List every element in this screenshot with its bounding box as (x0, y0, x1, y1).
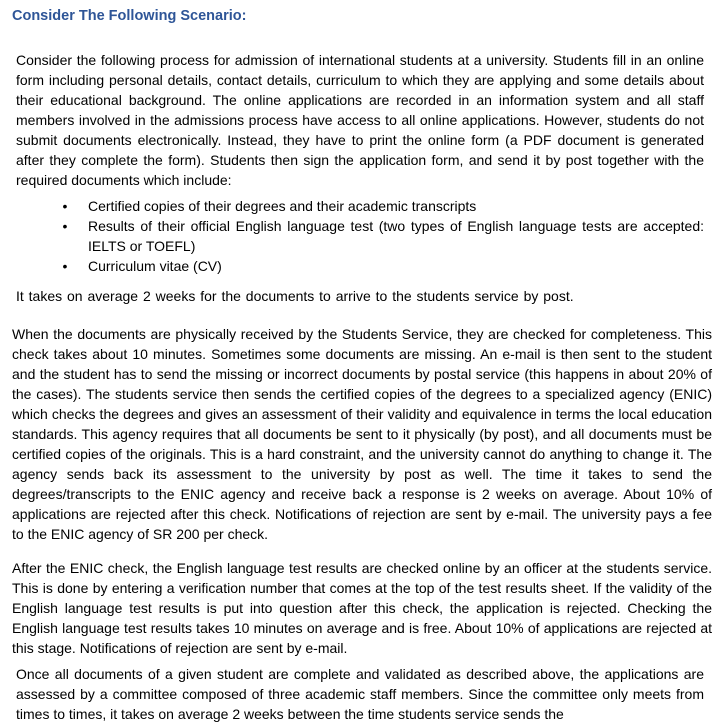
postal-delay-paragraph: It takes on average 2 weeks for the documents to arrive to the students service by post. (16, 288, 574, 304)
intro-paragraph: Consider the following process for admission of international students at a university. Students fill in an online form including personal details, contact details, curriculum to which they are applying and some details about their educational background. The online applications are recorded in an information system and all staff members involved in the admissions process have access to all online applications. However, students do not submit documents electronically. Instead, they have to print the online form (a PDF document is generated after they complete the form). Students then sign the application form, and send it by post together with the required documents which include: (16, 52, 704, 188)
english-test-paragraph: After the ENIC check, the English language test results are checked online by an officer at the students service. This is done by entering a verification number that comes at the top of the test results sheet. If the validity of the English language test results is put into question after this check, the application is rejected. Checking the English language test results takes 10 minutes on average and is free. About 10% of applications are rejected at this stage. Notifications of rejection are sent by e-mail. (12, 560, 712, 656)
bullet-icon: • (62, 198, 68, 214)
list-item (60, 256, 704, 276)
scenario-heading: Consider The Following Scenario: (12, 8, 247, 24)
enic-check-paragraph: When the documents are physically received by the Students Service, they are checked for completeness. This check takes about 10 minutes. Sometimes some documents are missing. An e-mail is then sent to the student and the student has to send the missing or incorrect documents by postal service (this happens in about 20% of the cases). The students service then sends the certified copies of the degrees to a specialized agency (ENIC) which checks the degrees and gives an assessment of their validity and equivalence in terms the local education standards. This agency requires that all documents be sent to it physically (by post), and all documents must be certified copies of the originals. This is a hard constraint, and the university cannot do anything to change it. The agency sends back its assessment to the university by post as well. The time it takes to send the degrees/transcripts to the ENIC agency and receive back a response is 2 weeks on average. About 10% of applications are rejected after this check. Notifications of rejection are sent by e-mail. The university pays a fee to the ENIC agency of SR 200 per check. (12, 326, 712, 542)
list-item (60, 216, 704, 256)
list-item (60, 196, 704, 216)
list-item-text: Curriculum vitae (CV) (88, 258, 222, 274)
list-item-text: Results of their official English language test (two types of English language tests are accepted: IELTS or TOEFL) (88, 218, 704, 254)
list-item-text: Certified copies of their degrees and their academic transcripts (88, 198, 477, 214)
bullet-icon: • (62, 218, 68, 234)
committee-paragraph: Once all documents of a given student are complete and validated as described above, the applications are assessed by a committee composed of three academic staff members. Since the committee only meets from times to times, it takes on average 2 weeks between the time students service sends the (16, 666, 704, 722)
required-documents-list (60, 196, 704, 276)
bullet-icon: • (62, 258, 68, 274)
